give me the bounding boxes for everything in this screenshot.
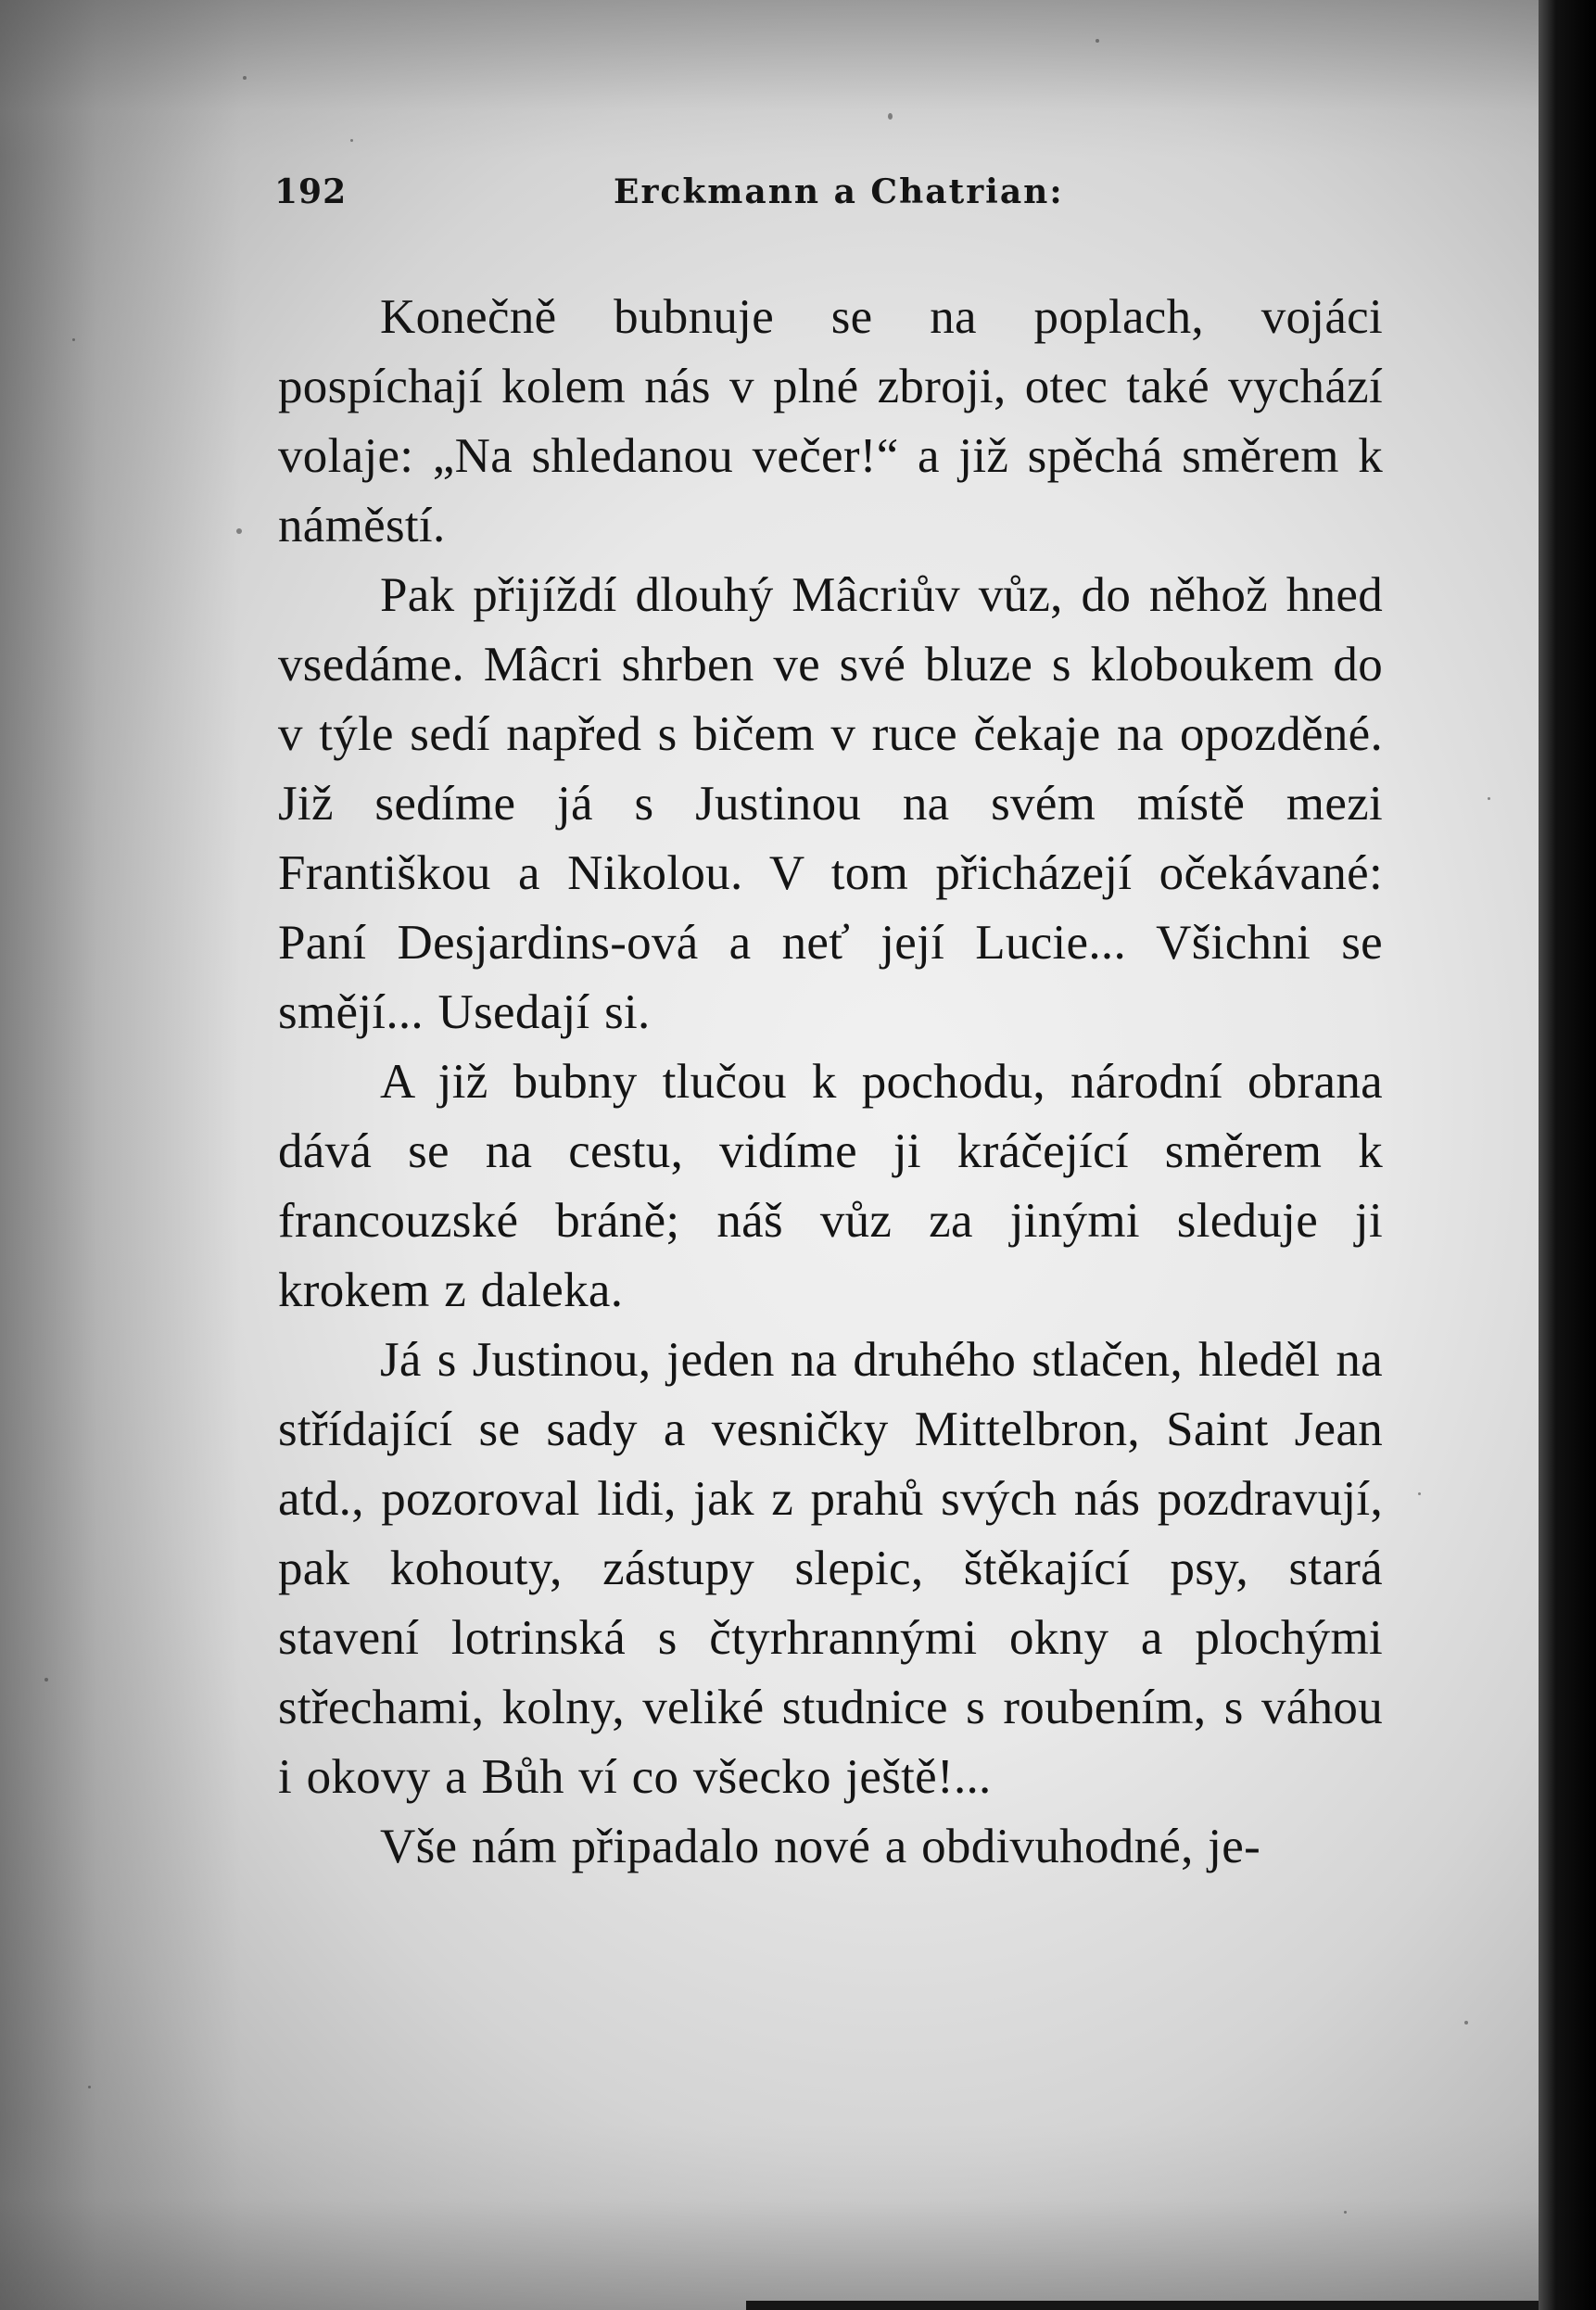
page-header [274, 172, 1312, 224]
body-text [278, 283, 1383, 1882]
page-number: 192 [274, 172, 348, 211]
paragraph: A již bubny tlučou k pochodu, národní obrana dává se na cestu, vidíme ji kráčející směrem k francouzské bráně; náš vůz za jinými sleduje ji krokem z daleka. [278, 1055, 1383, 1317]
paragraph: Vše nám připadalo nové a obdivuhodné, je- [380, 1820, 1261, 1873]
running-head: Erckmann a Chatrian: [614, 172, 1064, 211]
paragraph: Konečně bubnuje se na poplach, vojáci pospíchají kolem nás v plné zbroji, otec také vychází volaje: „Na shledanou večer!“ a již spěchá směrem k náměstí. [278, 290, 1383, 552]
paragraph: Pak přijíždí dlouhý Mâcriův vůz, do něhož hned vsedáme. Mâcri shrben ve své bluze s kloboukem do v týle sedí napřed s bičem v ruce čekaje na opozděné. Již sedíme já s Justinou na svém místě mezi Františkou a Nikolou. V tom přicházejí očekávané: Paní Desjardins-ová a neť její Lucie... Všichni se smějí... Usedají si. [278, 568, 1383, 1039]
paragraph: Já s Justinou, jeden na druhého stlačen, hleděl na střídající se sady a vesničky Mittelbron, Saint Jean atd., pozoroval lidi, jak z prahů svých nás pozdravují, pak kohouty, zástupy slepic, štěkající psy, stará stavení lotrinská s čtyrhrannými okny a plochými střechami, kolny, veliké studnice s roubením, s váhou i okovy a Bůh ví co všecko ještě!... [278, 1333, 1383, 1804]
